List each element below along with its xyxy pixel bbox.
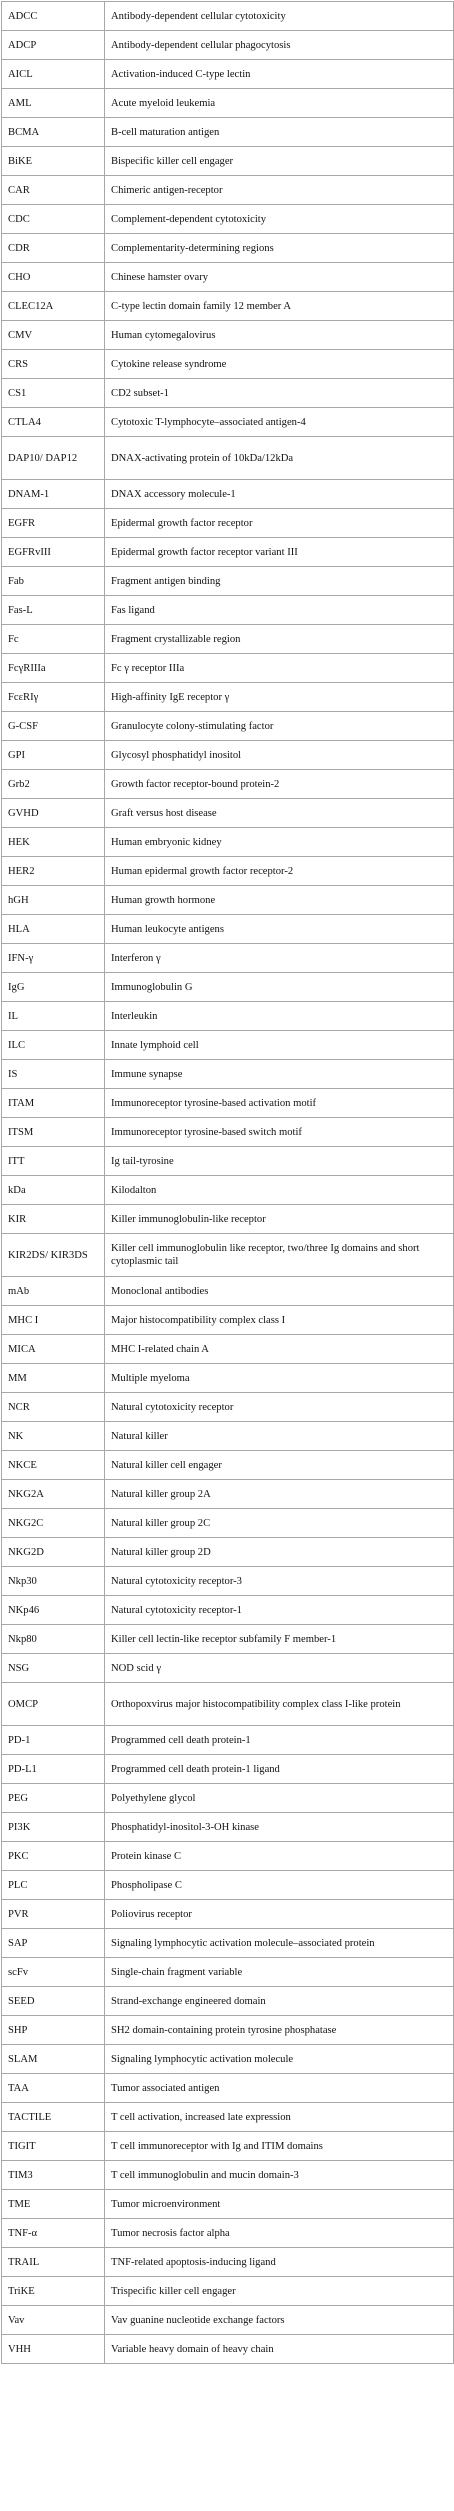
definition-cell: Antibody-dependent cellular phagocytosis bbox=[105, 31, 454, 60]
table-row bbox=[2, 799, 454, 828]
table-row bbox=[2, 944, 454, 973]
definition-cell: Kilodalton bbox=[105, 1176, 454, 1205]
abbreviation-cell: NK bbox=[2, 1422, 105, 1451]
definition-cell: CD2 subset-1 bbox=[105, 379, 454, 408]
definition-cell: Innate lymphoid cell bbox=[105, 1031, 454, 1060]
definition-cell: SH2 domain-containing protein tyrosine phosphatase bbox=[105, 2016, 454, 2045]
table-row bbox=[2, 1147, 454, 1176]
definition-cell: Phosphatidyl-inositol-3-OH kinase bbox=[105, 1813, 454, 1842]
abbreviation-cell: Nkp30 bbox=[2, 1567, 105, 1596]
definition-cell: Tumor necrosis factor alpha bbox=[105, 2219, 454, 2248]
table-row bbox=[2, 2335, 454, 2364]
table-row bbox=[2, 234, 454, 263]
table-row bbox=[2, 480, 454, 509]
abbreviation-cell: PEG bbox=[2, 1784, 105, 1813]
abbreviation-cell: CDC bbox=[2, 205, 105, 234]
abbreviation-cell: scFv bbox=[2, 1958, 105, 1987]
abbreviation-cell: IL bbox=[2, 1002, 105, 1031]
abbreviation-cell: HLA bbox=[2, 915, 105, 944]
definition-cell: Protein kinase C bbox=[105, 1842, 454, 1871]
abbreviation-cell: ADCP bbox=[2, 31, 105, 60]
table-row bbox=[2, 2045, 454, 2074]
table-row bbox=[2, 1596, 454, 1625]
table-row bbox=[2, 2103, 454, 2132]
abbreviation-cell: GVHD bbox=[2, 799, 105, 828]
abbreviation-cell: NKG2A bbox=[2, 1480, 105, 1509]
definition-cell: Immune synapse bbox=[105, 1060, 454, 1089]
definition-cell: Growth factor receptor-bound protein-2 bbox=[105, 770, 454, 799]
definition-cell: Cytokine release syndrome bbox=[105, 350, 454, 379]
definition-cell: T cell immunoreceptor with Ig and ITIM domains bbox=[105, 2132, 454, 2161]
definition-cell: Fragment antigen binding bbox=[105, 567, 454, 596]
abbreviation-cell: PD-L1 bbox=[2, 1755, 105, 1784]
abbreviation-cell: kDa bbox=[2, 1176, 105, 1205]
definition-cell: Fragment crystallizable region bbox=[105, 625, 454, 654]
abbreviation-cell: KIR bbox=[2, 1205, 105, 1234]
table-row bbox=[2, 1683, 454, 1726]
table-row bbox=[2, 857, 454, 886]
table-row bbox=[2, 2306, 454, 2335]
table-row bbox=[2, 1480, 454, 1509]
definition-cell: Programmed cell death protein-1 bbox=[105, 1726, 454, 1755]
abbreviation-cell: G-CSF bbox=[2, 712, 105, 741]
definition-cell: Orthopoxvirus major histocompatibility complex class I-like protein bbox=[105, 1683, 454, 1726]
definition-cell: Chimeric antigen-receptor bbox=[105, 176, 454, 205]
abbreviation-cell: NKG2C bbox=[2, 1509, 105, 1538]
table-row bbox=[2, 408, 454, 437]
definition-cell: Graft versus host disease bbox=[105, 799, 454, 828]
abbreviation-cell: HEK bbox=[2, 828, 105, 857]
definition-cell: Single-chain fragment variable bbox=[105, 1958, 454, 1987]
abbreviation-cell: ITSM bbox=[2, 1118, 105, 1147]
definition-cell: Natural killer group 2C bbox=[105, 1509, 454, 1538]
table-row bbox=[2, 509, 454, 538]
table-row bbox=[2, 886, 454, 915]
definition-cell: Multiple myeloma bbox=[105, 1364, 454, 1393]
definition-cell: Killer immunoglobulin-like receptor bbox=[105, 1205, 454, 1234]
table-row bbox=[2, 1654, 454, 1683]
abbreviation-cell: TACTILE bbox=[2, 2103, 105, 2132]
table-row bbox=[2, 625, 454, 654]
table-row bbox=[2, 2074, 454, 2103]
definition-cell: Epidermal growth factor receptor variant III bbox=[105, 538, 454, 567]
abbreviation-cell: NCR bbox=[2, 1393, 105, 1422]
table-row bbox=[2, 2, 454, 31]
abbreviation-cell: NSG bbox=[2, 1654, 105, 1683]
abbreviation-cell: ITAM bbox=[2, 1089, 105, 1118]
table-row bbox=[2, 654, 454, 683]
table-row bbox=[2, 1900, 454, 1929]
definition-cell: Immunoreceptor tyrosine-based switch motif bbox=[105, 1118, 454, 1147]
table-row bbox=[2, 973, 454, 1002]
abbreviation-cell: PI3K bbox=[2, 1813, 105, 1842]
definition-cell: B-cell maturation antigen bbox=[105, 118, 454, 147]
abbreviation-cell: SAP bbox=[2, 1929, 105, 1958]
definition-cell: Immunoglobulin G bbox=[105, 973, 454, 1002]
table-row bbox=[2, 596, 454, 625]
abbreviation-cell: Fab bbox=[2, 567, 105, 596]
abbreviation-cell: PLC bbox=[2, 1871, 105, 1900]
table-row bbox=[2, 1118, 454, 1147]
definition-cell: DNAX-activating protein of 10kDa/12kDa bbox=[105, 437, 454, 480]
abbreviation-cell: TNF-α bbox=[2, 2219, 105, 2248]
table-row bbox=[2, 1987, 454, 2016]
abbreviation-cell: EGFRvIII bbox=[2, 538, 105, 567]
table-row bbox=[2, 1176, 454, 1205]
definition-cell: Natural killer bbox=[105, 1422, 454, 1451]
definition-cell: Natural cytotoxicity receptor bbox=[105, 1393, 454, 1422]
table-row bbox=[2, 1060, 454, 1089]
abbreviation-cell: mAb bbox=[2, 1277, 105, 1306]
table-row bbox=[2, 2277, 454, 2306]
abbreviation-cell: HER2 bbox=[2, 857, 105, 886]
abbreviation-cell: TriKE bbox=[2, 2277, 105, 2306]
table-row bbox=[2, 1393, 454, 1422]
abbreviation-cell: IgG bbox=[2, 973, 105, 1002]
definition-cell: Natural killer group 2A bbox=[105, 1480, 454, 1509]
definition-cell: Fas ligand bbox=[105, 596, 454, 625]
definition-cell: Acute myeloid leukemia bbox=[105, 89, 454, 118]
definition-cell: Human cytomegalovirus bbox=[105, 321, 454, 350]
table-row bbox=[2, 1538, 454, 1567]
definition-cell: NOD scid γ bbox=[105, 1654, 454, 1683]
abbreviation-cell: FcεRIγ bbox=[2, 683, 105, 712]
abbreviation-cell: ADCC bbox=[2, 2, 105, 31]
table-row bbox=[2, 712, 454, 741]
table-row bbox=[2, 1813, 454, 1842]
abbreviation-cell: SHP bbox=[2, 2016, 105, 2045]
definition-cell: T cell immunoglobulin and mucin domain-3 bbox=[105, 2161, 454, 2190]
table-row bbox=[2, 741, 454, 770]
abbreviation-cell: Vav bbox=[2, 2306, 105, 2335]
table-row bbox=[2, 567, 454, 596]
abbreviation-cell: ILC bbox=[2, 1031, 105, 1060]
definition-cell: Complement-dependent cytotoxicity bbox=[105, 205, 454, 234]
definition-cell: Poliovirus receptor bbox=[105, 1900, 454, 1929]
table-row bbox=[2, 321, 454, 350]
abbreviation-cell: CAR bbox=[2, 176, 105, 205]
table-row bbox=[2, 1451, 454, 1480]
abbreviation-cell: DNAM-1 bbox=[2, 480, 105, 509]
abbreviation-cell: TAA bbox=[2, 2074, 105, 2103]
abbreviation-cell: TIM3 bbox=[2, 2161, 105, 2190]
table-row bbox=[2, 1784, 454, 1813]
table-row bbox=[2, 2161, 454, 2190]
abbreviation-cell: TIGIT bbox=[2, 2132, 105, 2161]
definition-cell: Killer cell immunoglobulin like receptor, two/three Ig domains and short cytoplasmic tail bbox=[105, 1234, 454, 1277]
definition-cell: MHC I-related chain A bbox=[105, 1335, 454, 1364]
abbreviation-cell: PVR bbox=[2, 1900, 105, 1929]
definition-cell: Granulocyte colony-stimulating factor bbox=[105, 712, 454, 741]
abbreviation-cell: NKp46 bbox=[2, 1596, 105, 1625]
table-row bbox=[2, 1929, 454, 1958]
abbreviation-cell: OMCP bbox=[2, 1683, 105, 1726]
table-row bbox=[2, 205, 454, 234]
definition-cell: Signaling lymphocytic activation molecule bbox=[105, 2045, 454, 2074]
abbreviation-cell: CHO bbox=[2, 263, 105, 292]
definition-cell: Human growth hormone bbox=[105, 886, 454, 915]
definition-cell: Polyethylene glycol bbox=[105, 1784, 454, 1813]
table-row bbox=[2, 2190, 454, 2219]
table-row bbox=[2, 147, 454, 176]
table-row bbox=[2, 1205, 454, 1234]
abbreviation-cell: CLEC12A bbox=[2, 292, 105, 321]
abbreviation-cell: SLAM bbox=[2, 2045, 105, 2074]
abbreviation-cell: PD-1 bbox=[2, 1726, 105, 1755]
definition-cell: Major histocompatibility complex class I bbox=[105, 1306, 454, 1335]
abbreviation-cell: TRAIL bbox=[2, 2248, 105, 2277]
definition-cell: Natural killer group 2D bbox=[105, 1538, 454, 1567]
abbreviation-cell: BiKE bbox=[2, 147, 105, 176]
definition-cell: Interferon γ bbox=[105, 944, 454, 973]
table-row bbox=[2, 1567, 454, 1596]
table-row bbox=[2, 2132, 454, 2161]
definition-cell: Human embryonic kidney bbox=[105, 828, 454, 857]
table-row bbox=[2, 437, 454, 480]
abbreviation-cell: PKC bbox=[2, 1842, 105, 1871]
abbreviation-cell: GPI bbox=[2, 741, 105, 770]
table-row bbox=[2, 1306, 454, 1335]
definition-cell: Natural killer cell engager bbox=[105, 1451, 454, 1480]
definition-cell: Strand-exchange engineered domain bbox=[105, 1987, 454, 2016]
table-row bbox=[2, 118, 454, 147]
abbreviation-cell: ITT bbox=[2, 1147, 105, 1176]
definition-cell: Signaling lymphocytic activation molecule–associated protein bbox=[105, 1929, 454, 1958]
abbreviation-cell: IS bbox=[2, 1060, 105, 1089]
table-row bbox=[2, 60, 454, 89]
table-row bbox=[2, 1625, 454, 1654]
definition-cell: Cytotoxic T-lymphocyte–associated antigen-4 bbox=[105, 408, 454, 437]
definition-cell: DNAX accessory molecule-1 bbox=[105, 480, 454, 509]
definition-cell: Fc γ receptor IIIa bbox=[105, 654, 454, 683]
table-row bbox=[2, 292, 454, 321]
table-row bbox=[2, 1422, 454, 1451]
abbreviations-table-body bbox=[2, 2, 454, 2364]
abbreviation-cell: BCMA bbox=[2, 118, 105, 147]
abbreviation-cell: IFN-γ bbox=[2, 944, 105, 973]
definition-cell: Glycosyl phosphatidyl inositol bbox=[105, 741, 454, 770]
table-row bbox=[2, 1726, 454, 1755]
definition-cell: Tumor microenvironment bbox=[105, 2190, 454, 2219]
abbreviation-cell: CRS bbox=[2, 350, 105, 379]
abbreviation-cell: KIR2DS/ KIR3DS bbox=[2, 1234, 105, 1277]
definition-cell: Chinese hamster ovary bbox=[105, 263, 454, 292]
table-row bbox=[2, 1364, 454, 1393]
definition-cell: Phospholipase C bbox=[105, 1871, 454, 1900]
abbreviation-cell: Grb2 bbox=[2, 770, 105, 799]
definition-cell: Programmed cell death protein-1 ligand bbox=[105, 1755, 454, 1784]
abbreviation-cell: CDR bbox=[2, 234, 105, 263]
table-row bbox=[2, 2219, 454, 2248]
definition-cell: T cell activation, increased late expression bbox=[105, 2103, 454, 2132]
definition-cell: Interleukin bbox=[105, 1002, 454, 1031]
table-row bbox=[2, 1031, 454, 1060]
table-row bbox=[2, 1958, 454, 1987]
abbreviation-cell: AML bbox=[2, 89, 105, 118]
abbreviation-cell: VHH bbox=[2, 2335, 105, 2364]
definition-cell: Activation-induced C-type lectin bbox=[105, 60, 454, 89]
abbreviation-cell: MICA bbox=[2, 1335, 105, 1364]
table-row bbox=[2, 379, 454, 408]
table-row bbox=[2, 683, 454, 712]
table-row bbox=[2, 915, 454, 944]
definition-cell: Natural cytotoxicity receptor-3 bbox=[105, 1567, 454, 1596]
abbreviation-cell: EGFR bbox=[2, 509, 105, 538]
definition-cell: Epidermal growth factor receptor bbox=[105, 509, 454, 538]
table-row bbox=[2, 1842, 454, 1871]
definition-cell: Monoclonal antibodies bbox=[105, 1277, 454, 1306]
abbreviation-cell: MHC I bbox=[2, 1306, 105, 1335]
table-row bbox=[2, 1002, 454, 1031]
definition-cell: Antibody-dependent cellular cytotoxicity bbox=[105, 2, 454, 31]
table-row bbox=[2, 89, 454, 118]
definition-cell: TNF-related apoptosis-inducing ligand bbox=[105, 2248, 454, 2277]
definition-cell: Bispecific killer cell engager bbox=[105, 147, 454, 176]
definition-cell: High-affinity IgE receptor γ bbox=[105, 683, 454, 712]
table-row bbox=[2, 538, 454, 567]
abbreviation-cell: DAP10/ DAP12 bbox=[2, 437, 105, 480]
definition-cell: Complementarity-determining regions bbox=[105, 234, 454, 263]
table-row bbox=[2, 2248, 454, 2277]
definition-cell: Human epidermal growth factor receptor-2 bbox=[105, 857, 454, 886]
abbreviations-table bbox=[1, 1, 454, 2364]
table-row bbox=[2, 1755, 454, 1784]
definition-cell: Tumor associated antigen bbox=[105, 2074, 454, 2103]
definition-cell: Immunoreceptor tyrosine-based activation motif bbox=[105, 1089, 454, 1118]
abbreviation-cell: AICL bbox=[2, 60, 105, 89]
table-row bbox=[2, 176, 454, 205]
abbreviation-cell: NKCE bbox=[2, 1451, 105, 1480]
definition-cell: Ig tail-tyrosine bbox=[105, 1147, 454, 1176]
table-row bbox=[2, 2016, 454, 2045]
abbreviation-cell: Fas-L bbox=[2, 596, 105, 625]
definition-cell: C-type lectin domain family 12 member A bbox=[105, 292, 454, 321]
table-row bbox=[2, 350, 454, 379]
table-row bbox=[2, 1234, 454, 1277]
definition-cell: Vav guanine nucleotide exchange factors bbox=[105, 2306, 454, 2335]
abbreviation-cell: Fc bbox=[2, 625, 105, 654]
abbreviation-cell: CTLA4 bbox=[2, 408, 105, 437]
abbreviation-cell: SEED bbox=[2, 1987, 105, 2016]
abbreviation-cell: CMV bbox=[2, 321, 105, 350]
definition-cell: Natural cytotoxicity receptor-1 bbox=[105, 1596, 454, 1625]
abbreviation-cell: FcγRIIIa bbox=[2, 654, 105, 683]
table-row bbox=[2, 1335, 454, 1364]
abbreviation-cell: NKG2D bbox=[2, 1538, 105, 1567]
table-row bbox=[2, 770, 454, 799]
table-row bbox=[2, 1089, 454, 1118]
abbreviation-cell: CS1 bbox=[2, 379, 105, 408]
table-row bbox=[2, 263, 454, 292]
abbreviation-cell: MM bbox=[2, 1364, 105, 1393]
abbreviation-cell: hGH bbox=[2, 886, 105, 915]
definition-cell: Variable heavy domain of heavy chain bbox=[105, 2335, 454, 2364]
table-row bbox=[2, 828, 454, 857]
abbreviation-cell: Nkp80 bbox=[2, 1625, 105, 1654]
table-row bbox=[2, 1509, 454, 1538]
table-row bbox=[2, 1871, 454, 1900]
table-row bbox=[2, 1277, 454, 1306]
definition-cell: Killer cell lectin-like receptor subfamily F member-1 bbox=[105, 1625, 454, 1654]
definition-cell: Trispecific killer cell engager bbox=[105, 2277, 454, 2306]
abbreviation-cell: TME bbox=[2, 2190, 105, 2219]
table-row bbox=[2, 31, 454, 60]
definition-cell: Human leukocyte antigens bbox=[105, 915, 454, 944]
